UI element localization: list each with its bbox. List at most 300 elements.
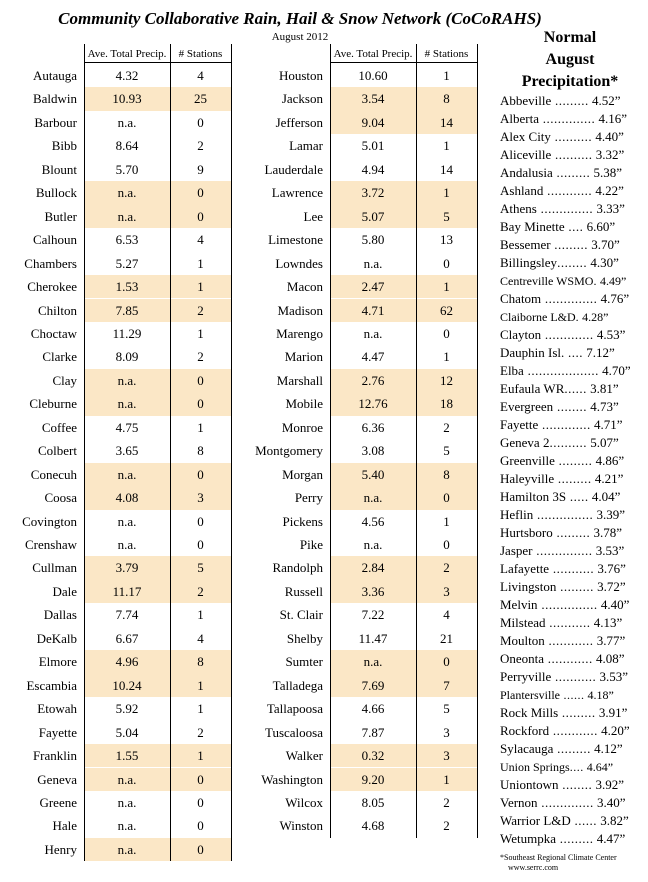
table-row [240,439,495,462]
header-rule [84,62,231,63]
county-name: Hale [52,818,77,834]
county-name: Crenshaw [25,537,77,552]
county-name: Cullman [32,560,77,576]
precip-value: n.a. [84,463,170,486]
precip-value: n.a. [84,205,170,228]
station-name: Sylacauga [500,741,554,756]
county-name: Butler [44,208,77,224]
precip-value: n.a. [84,369,170,392]
dot-leader: ........... [551,669,597,684]
stations-value: 0 [416,486,477,509]
stations-value: 8 [416,463,477,486]
normal-station-row [500,236,620,254]
normal-precip-value: 4.21” [594,471,624,486]
precip-value: 1.55 [84,744,170,767]
station-name: Oneonta [500,651,545,666]
normal-station-row [500,344,615,362]
station-name: Ashland [500,183,544,198]
stations-value: 8 [416,87,477,110]
dot-leader: .............. [538,111,596,126]
table-row [240,814,495,837]
normal-precip-value: 4.53” [596,327,626,342]
dot-leader: ........ [557,255,588,270]
precip-value: n.a. [117,114,137,130]
station-name: Andalusia [500,165,553,180]
stations-value: 4 [197,630,204,646]
normal-precip-value: 4.71” [594,417,623,432]
normal-precip-value: 4.28” [582,310,609,324]
table-row [0,533,240,556]
stations-value: 0 [197,513,204,529]
stations-value: 21 [440,630,453,646]
normal-station-row [500,290,629,308]
normal-precip-value: 4.70” [602,363,631,378]
table-row [0,580,240,603]
table-row [0,768,240,791]
table-row [0,228,240,251]
normal-station-row [500,452,624,470]
precip-value: 8.05 [361,794,385,810]
dot-leader: ........... [549,561,595,576]
normal-precip-value: 4.30” [590,255,619,270]
stations-value: 25 [170,87,231,110]
table-row [240,369,495,392]
stations-value: 2 [416,556,477,579]
station-name: Chatom [500,291,542,306]
dot-leader: ............... [537,597,598,612]
precip-value: 4.71 [330,299,416,322]
normal-station-row [500,308,608,326]
table-row [0,322,240,345]
normal-station-row [500,434,619,452]
precip-value: 4.96 [84,650,170,673]
normal-station-row [500,794,626,812]
stations-value: 1 [197,607,204,623]
dot-leader: ............... [532,543,593,558]
stations-value: 13 [440,232,453,248]
stations-value: 3 [443,724,450,740]
normal-station-row [500,704,627,722]
county-name: Cleburne [29,396,77,412]
table-row [240,322,495,345]
dot-leader: ......... [554,453,593,468]
stations-value: 1 [443,68,450,83]
county-name: Talladega [272,677,323,693]
stations-value: 0 [197,818,204,834]
county-name: Marion [284,349,323,365]
precip-value: 5.92 [115,701,139,717]
station-name: Clayton [500,327,542,342]
table-row [240,627,495,650]
dot-leader: ............ [544,633,594,648]
precip-value: 4.47 [361,349,385,365]
column-header-precip: Ave. Total Precip. [87,48,167,60]
precip-value: 4.94 [361,161,385,177]
station-name: Eufaula WR [500,381,565,396]
station-name: Melvin [500,597,538,612]
table-row [0,111,240,134]
stations-value: 0 [443,325,450,341]
county-name: Fayette [38,724,77,740]
normal-title-line: Precipitation* [521,73,619,90]
precip-value: 10.24 [84,674,170,697]
county-name: Walker [285,748,323,764]
station-name: Bay Minette [500,219,565,234]
normal-title-line: Normal [543,29,597,46]
station-name: Abbeville [500,93,552,108]
table-row [0,791,240,814]
station-name: Hamilton 3S [500,489,567,504]
stations-value: 2 [170,299,231,322]
dot-leader: . [593,274,597,288]
county-name: Franklin [32,748,77,764]
grid-line [170,44,171,861]
county-name: Monroe [281,419,323,435]
stations-value: 0 [416,650,477,673]
stations-value: 5 [443,443,450,459]
precip-value: 6.67 [115,630,139,646]
normal-precip-value: 4.16” [598,111,628,126]
table-row [240,345,495,368]
county-name: Perry [294,490,323,506]
precip-value: n.a. [330,486,416,509]
normal-station-row [500,560,626,578]
normal-station-row [500,182,624,200]
precip-value: 5.01 [361,138,385,154]
county-name: Coffee [41,419,77,435]
table-row [240,158,495,181]
precip-value: 4.66 [361,701,385,717]
stations-value: 0 [170,369,231,392]
table-row [240,134,495,157]
stations-value: 14 [440,161,453,177]
station-name: Vernon [500,795,538,810]
normal-station-row [500,596,629,614]
table-row [0,650,240,673]
normal-station-row [500,416,623,434]
stations-value: 3 [416,580,477,603]
stations-value: 1 [170,674,231,697]
normal-precip-value: 4.13” [593,615,623,630]
station-name: Evergreen [500,399,554,414]
table-row [240,486,495,509]
dot-leader: ......... [551,93,589,108]
precip-value: 1.53 [84,275,170,298]
table-row [0,744,240,767]
county-name: Etowah [37,701,77,717]
stations-value: 0 [170,392,231,415]
normal-precip-value: 3.77” [596,633,626,648]
stations-value: 5 [170,556,231,579]
dot-leader: ......... [558,705,596,720]
county-name: Lee [303,208,323,224]
stations-value: 1 [416,181,477,204]
table-row [240,510,495,533]
station-name: Hurtsboro [500,525,553,540]
stations-value: 0 [197,114,204,130]
stations-value: 0 [170,838,231,861]
normal-station-row [500,218,615,236]
dot-leader: ............ [544,651,593,666]
station-name: Billingsley [500,255,558,270]
stations-value: 0 [197,794,204,810]
stations-value: 2 [443,794,450,810]
table-row [240,181,495,204]
dot-leader: .......... [551,147,593,162]
normal-precip-value: 3.78” [593,525,622,540]
normal-station-row [500,398,619,416]
dot-leader: ......... [556,831,594,846]
county-name: Shelby [286,630,323,646]
dot-leader: .............. [537,795,594,810]
precip-value: 6.36 [361,419,385,435]
county-name: Morgan [282,466,323,482]
dot-leader: .......... [549,435,587,450]
precip-value: 2.47 [330,275,416,298]
table-row [240,768,495,791]
precip-value: n.a. [84,392,170,415]
county-name: Baldwin [32,91,77,107]
table-row [240,205,495,228]
station-name: Warrior L&D [500,813,571,828]
table-row [240,228,495,251]
county-name: Clarke [42,349,77,365]
station-name: Greenville [500,453,555,468]
precip-value: 11.29 [112,325,142,341]
station-name: Rock Mills [500,705,559,720]
table-row [240,721,495,744]
county-name: Cherokee [27,279,77,295]
table-row [0,627,240,650]
stations-value: 2 [197,724,204,740]
dot-leader: ......... [553,741,591,756]
stations-value: 2 [443,419,450,435]
stations-value: 5 [416,205,477,228]
station-name: Athens [500,201,537,216]
county-name: Marshall [276,372,323,388]
table-row [240,392,495,415]
stations-value: 0 [170,463,231,486]
normal-station-row [500,812,629,830]
normal-station-row [500,524,622,542]
station-name: Aliceville [500,147,552,162]
normal-station-row [500,542,624,560]
normal-precip-value: 3.33” [596,201,625,216]
normal-station-row [500,758,613,776]
dot-leader: . [575,310,580,324]
county-name: Jefferson [275,114,323,130]
county-name: Pickens [282,513,323,529]
normal-station-row [500,470,623,488]
precip-value: 3.36 [330,580,416,603]
footnote-source: *Southeast Regional Climate Center [500,853,617,862]
stations-value: 7 [416,674,477,697]
page-title: Community Collaborative Rain, Hail & Snow Network (CoCoRAHS) [58,9,542,28]
station-name: Milstead [500,615,546,630]
normal-station-row [500,578,626,596]
county-name: Clay [52,372,77,388]
stations-value: 0 [197,537,204,552]
station-name: Jasper [500,543,533,558]
precip-value: 4.56 [361,513,385,529]
table-row [0,439,240,462]
dot-leader: ............. [541,327,594,342]
normal-station-row [500,650,625,668]
normal-precip-value: 4.04” [591,489,621,504]
precip-value: 4.08 [84,486,170,509]
dot-leader: ............. [538,417,591,432]
normal-precip-value: 5.38” [593,165,622,180]
county-name: Lauderdale [264,161,323,177]
table-row [240,64,495,87]
normal-precip-value: 4.08” [596,651,625,666]
county-name: Conecuh [30,466,77,482]
dot-leader: ..... [566,489,589,504]
normal-precip-value: 3.92” [595,777,625,792]
table-row [0,721,240,744]
county-name: Pike [299,537,323,552]
county-name: Choctaw [30,325,77,341]
table-row [0,299,240,322]
precip-value: n.a. [117,513,137,529]
normal-precip-value: 3.40” [597,795,626,810]
dot-leader: ......... [554,471,592,486]
dot-leader: ...... [564,381,587,396]
dot-leader: ........... [545,615,591,630]
precip-value: n.a. [117,794,137,810]
stations-value: 14 [416,111,477,134]
normal-station-row [500,146,624,164]
stations-value: 0 [170,181,231,204]
normal-station-row [500,722,630,740]
table-row [240,697,495,720]
dot-leader: ......... [550,237,589,252]
precip-value: 2.76 [330,369,416,392]
county-name: Coosa [44,490,77,506]
normal-precip-value: 4.49” [599,274,627,288]
precip-value: 11.47 [358,630,388,646]
table-row [240,580,495,603]
precip-value: 11.17 [84,580,170,603]
precip-value: 4.75 [115,419,139,435]
stations-value: 2 [443,818,450,834]
normal-station-row [500,488,620,506]
normal-station-row [500,614,622,632]
precip-value: 10.93 [84,87,170,110]
station-name: Haleyville [500,471,555,486]
table-row [0,158,240,181]
station-name: Union Springs [500,760,570,774]
table-row [240,299,495,322]
county-name: Calhoun [32,232,77,248]
normal-precip-value: 4.22” [595,183,624,198]
dot-leader: ...... [560,688,585,702]
normal-precip-value: 4.12” [594,741,623,756]
station-name: Geneva 2 [500,435,550,450]
station-name: Wetumpka [500,831,556,846]
table-row [240,416,495,439]
table-row [0,252,240,275]
normal-precip-value: 4.40” [600,597,630,612]
stations-value: 0 [443,255,450,271]
dot-leader: .......... [550,129,593,144]
station-name: Alberta [500,111,539,126]
county-name: Lamar [289,138,323,154]
normal-station-row [500,506,625,524]
county-name: Tuscaloosa [264,724,323,740]
grid-line [477,44,478,838]
normal-precip-value: 3.72” [597,579,626,594]
precip-value: 8.64 [115,138,139,154]
normal-precip-value: 4.76” [600,291,630,306]
normal-precip-value: 4.73” [590,399,619,414]
normal-station-row [500,686,614,704]
dot-leader: ......... [552,165,591,180]
station-name: Livingston [500,579,557,594]
county-name: DeKalb [36,630,77,646]
normal-precip-value: 3.53” [599,669,629,684]
precip-value: n.a. [363,325,383,341]
precip-value: 5.04 [115,724,139,740]
normal-station-row [500,200,625,218]
precip-value: 4.68 [361,818,385,834]
precip-value: n.a. [84,181,170,204]
precip-value: 3.65 [115,443,139,459]
county-name: Chambers [24,255,77,271]
table-row [0,345,240,368]
normal-station-row [500,668,628,686]
table-row [240,87,495,110]
column-header-stations: # Stations [178,48,223,60]
precip-value: 6.53 [115,232,139,248]
county-name: Dale [52,583,77,599]
county-name: Dallas [43,607,77,623]
table-row [240,275,495,298]
precip-value: 3.54 [330,87,416,110]
normal-station-row [500,272,626,290]
county-name: Bibb [51,138,77,154]
normal-precip-value: 4.64” [586,760,614,774]
precip-value: 7.69 [330,674,416,697]
county-name: Tallapoosa [266,701,323,717]
normal-precip-value: 3.91” [598,705,628,720]
dot-leader: .... [564,219,584,234]
table-row [240,463,495,486]
county-name: Geneva [37,771,77,787]
stations-value: 2 [197,138,204,154]
precip-value: n.a. [117,818,137,834]
stations-value: 1 [416,768,477,791]
station-name: Dauphin Isl. [500,345,565,360]
dot-leader: ......... [552,525,591,540]
county-name: Blount [41,161,77,177]
normal-station-row [500,164,622,182]
station-name: Bessemer [500,237,551,252]
precip-value: 3.72 [330,181,416,204]
stations-value: 1 [170,275,231,298]
normal-station-row [500,776,624,794]
county-name: Greene [39,794,77,810]
normal-precip-value: 4.18” [587,688,614,702]
county-name: Colbert [38,443,77,459]
normal-station-row [500,380,619,398]
table-row [0,814,240,837]
grid-line [84,44,85,861]
stations-value: 5 [443,701,450,717]
dot-leader: ............ [549,723,598,738]
station-name: Fayette [500,417,539,432]
stations-value: 18 [416,392,477,415]
